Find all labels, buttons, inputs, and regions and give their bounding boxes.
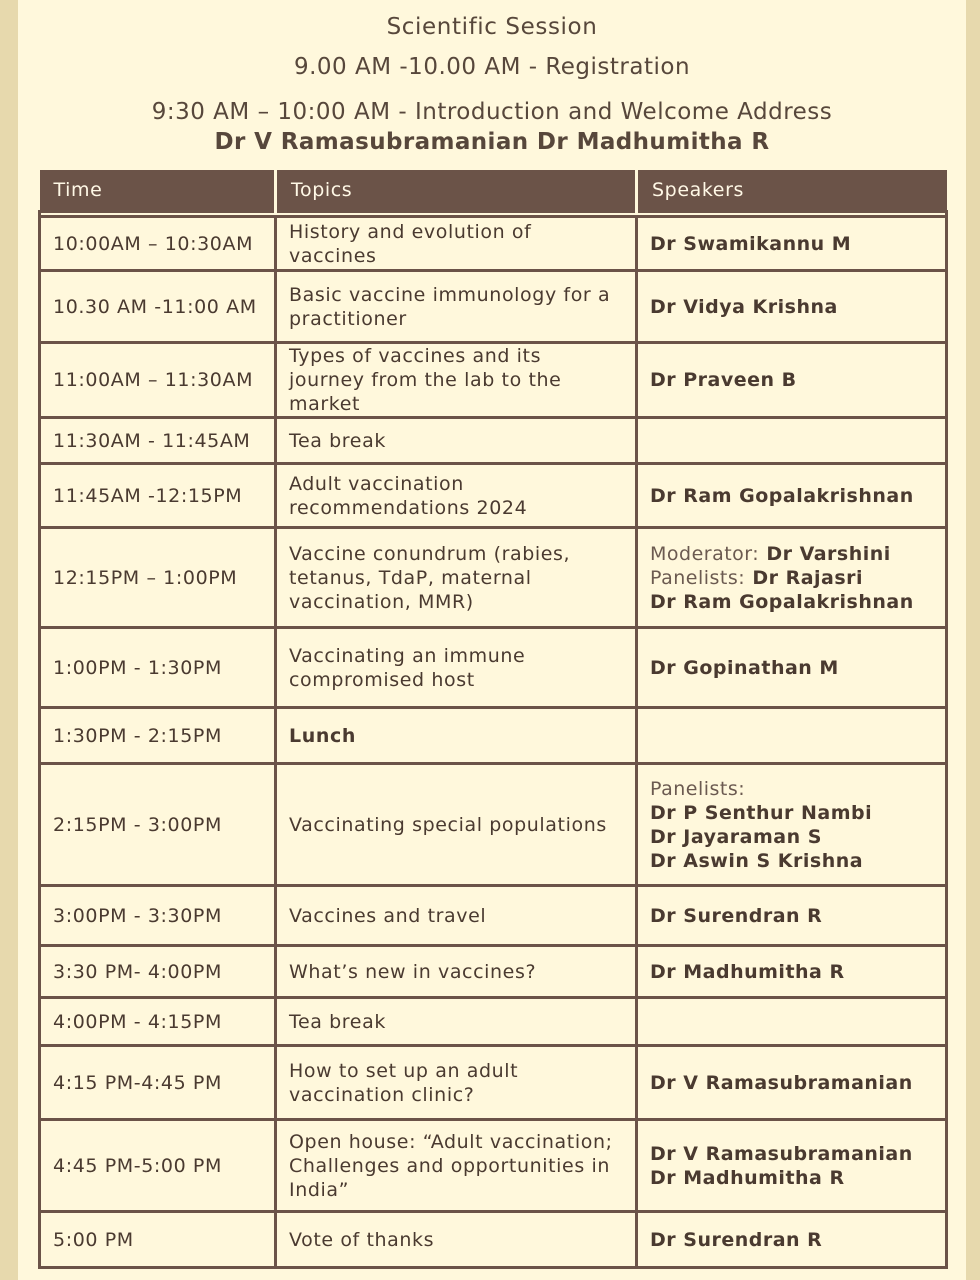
speaker-cell bbox=[637, 418, 947, 464]
time-cell: 3:30 PM- 4:00PM bbox=[40, 946, 276, 998]
time-cell: 1:30PM - 2:15PM bbox=[40, 708, 276, 764]
topic-cell: What’s new in vaccines? bbox=[276, 946, 637, 998]
speaker-cell: Dr V Ramasubramanian bbox=[637, 1046, 947, 1120]
table-row bbox=[40, 764, 947, 886]
table-row bbox=[40, 271, 947, 343]
time-cell: 11:30AM - 11:45AM bbox=[40, 418, 276, 464]
time-cell: 2:15PM - 3:00PM bbox=[40, 764, 276, 886]
topic-cell: Tea break bbox=[276, 998, 637, 1046]
time-cell: 4:00PM - 4:15PM bbox=[40, 998, 276, 1046]
speaker-cell: Dr Praveen B bbox=[637, 343, 947, 418]
speaker-cell bbox=[637, 764, 947, 886]
table-row bbox=[40, 946, 947, 998]
time-cell: 4:15 PM-4:45 PM bbox=[40, 1046, 276, 1120]
topic-cell: Open house: “Adult vaccination; Challenges and opportunities in India” bbox=[276, 1120, 637, 1212]
panelists-label: Panelists: bbox=[650, 777, 746, 800]
table-header-row bbox=[40, 170, 947, 212]
right-border bbox=[966, 0, 980, 1280]
topic-cell: Lunch bbox=[276, 708, 637, 764]
panelist-name: Dr Aswin S Krishna bbox=[650, 849, 864, 872]
moderator-name: Dr Varshini bbox=[766, 542, 891, 565]
table-row bbox=[40, 998, 947, 1046]
time-cell: 10:00AM – 10:30AM bbox=[40, 217, 276, 271]
time-cell: 3:00PM - 3:30PM bbox=[40, 886, 276, 946]
topic-cell: Vote of thanks bbox=[276, 1212, 637, 1268]
table-row bbox=[40, 418, 947, 464]
table-row bbox=[40, 1120, 947, 1212]
registration-line: 9.00 AM -10.00 AM - Registration bbox=[293, 54, 691, 80]
table-row bbox=[40, 528, 947, 628]
table-row bbox=[40, 1212, 947, 1268]
table-row bbox=[40, 708, 947, 764]
speaker-cell: Dr Surendran R bbox=[637, 886, 947, 946]
panelists-line bbox=[650, 566, 933, 590]
time-cell: 11:45AM -12:15PM bbox=[40, 464, 276, 528]
table-row bbox=[40, 628, 947, 708]
column-header-speakers: Speakers bbox=[637, 170, 947, 212]
schedule-table bbox=[38, 170, 948, 1269]
speaker-cell: Dr Ram Gopalakrishnan bbox=[637, 464, 947, 528]
speaker-cell bbox=[637, 708, 947, 764]
time-cell: 10.30 AM -11:00 AM bbox=[40, 271, 276, 343]
speaker-cell: Dr Vidya Krishna bbox=[637, 271, 947, 343]
topic-cell: Adult vaccination recommendations 2024 bbox=[276, 464, 637, 528]
column-header-topics: Topics bbox=[276, 170, 637, 212]
table-row bbox=[40, 1046, 947, 1120]
panelist-name: Dr Rajasri bbox=[752, 566, 864, 589]
time-cell: 11:00AM – 11:30AM bbox=[40, 343, 276, 418]
speaker-name: Dr V Ramasubramanian bbox=[650, 1142, 913, 1165]
table-row bbox=[40, 464, 947, 528]
column-header-time: Time bbox=[40, 170, 276, 212]
moderator-label: Moderator: bbox=[650, 542, 760, 565]
intro-line: 9:30 AM – 10:00 AM - Introduction and Welcome Address bbox=[151, 99, 833, 125]
speaker-cell: Dr Gopinathan M bbox=[637, 628, 947, 708]
moderator-line bbox=[650, 542, 933, 566]
table-row bbox=[40, 217, 947, 271]
panelist-name: Dr P Senthur Nambi bbox=[650, 801, 873, 824]
topic-cell: Vaccine conundrum (rabies, tetanus, TdaP, maternal vaccination, MMR) bbox=[276, 528, 637, 628]
time-cell: 5:00 PM bbox=[40, 1212, 276, 1268]
speaker-cell bbox=[637, 528, 947, 628]
time-cell: 1:00PM - 1:30PM bbox=[40, 628, 276, 708]
left-border bbox=[0, 0, 18, 1280]
speaker-cell bbox=[637, 1120, 947, 1212]
speaker-cell: Dr Surendran R bbox=[637, 1212, 947, 1268]
intro-hosts: Dr V Ramasubramanian Dr Madhumitha R bbox=[214, 129, 770, 155]
panelists-label: Panelists: bbox=[650, 566, 746, 589]
topic-cell: Vaccinating an immune compromised host bbox=[276, 628, 637, 708]
topic-cell: Vaccinating special populations bbox=[276, 764, 637, 886]
time-cell: 12:15PM – 1:00PM bbox=[40, 528, 276, 628]
speaker-cell: Dr Madhumitha R bbox=[637, 946, 947, 998]
speaker-cell: Dr Swamikannu M bbox=[637, 217, 947, 271]
topic-cell: Vaccines and travel bbox=[276, 886, 637, 946]
session-title: Scientific Session bbox=[386, 14, 598, 40]
panelist-name: Dr Jayaraman S bbox=[650, 825, 822, 848]
schedule-page bbox=[18, 0, 966, 1280]
panelist-name: Dr Ram Gopalakrishnan bbox=[650, 590, 914, 613]
topic-cell: Types of vaccines and its journey from the lab to the market bbox=[276, 343, 637, 418]
table-row bbox=[40, 343, 947, 418]
topic-cell: How to set up an adult vaccination clinic? bbox=[276, 1046, 637, 1120]
time-cell: 4:45 PM-5:00 PM bbox=[40, 1120, 276, 1212]
topic-cell: Tea break bbox=[276, 418, 637, 464]
table-row bbox=[40, 886, 947, 946]
speaker-name: Dr Madhumitha R bbox=[650, 1166, 845, 1189]
topic-cell: History and evolution of vaccines bbox=[276, 217, 637, 271]
topic-cell: Basic vaccine immunology for a practitioner bbox=[276, 271, 637, 343]
speaker-cell bbox=[637, 998, 947, 1046]
